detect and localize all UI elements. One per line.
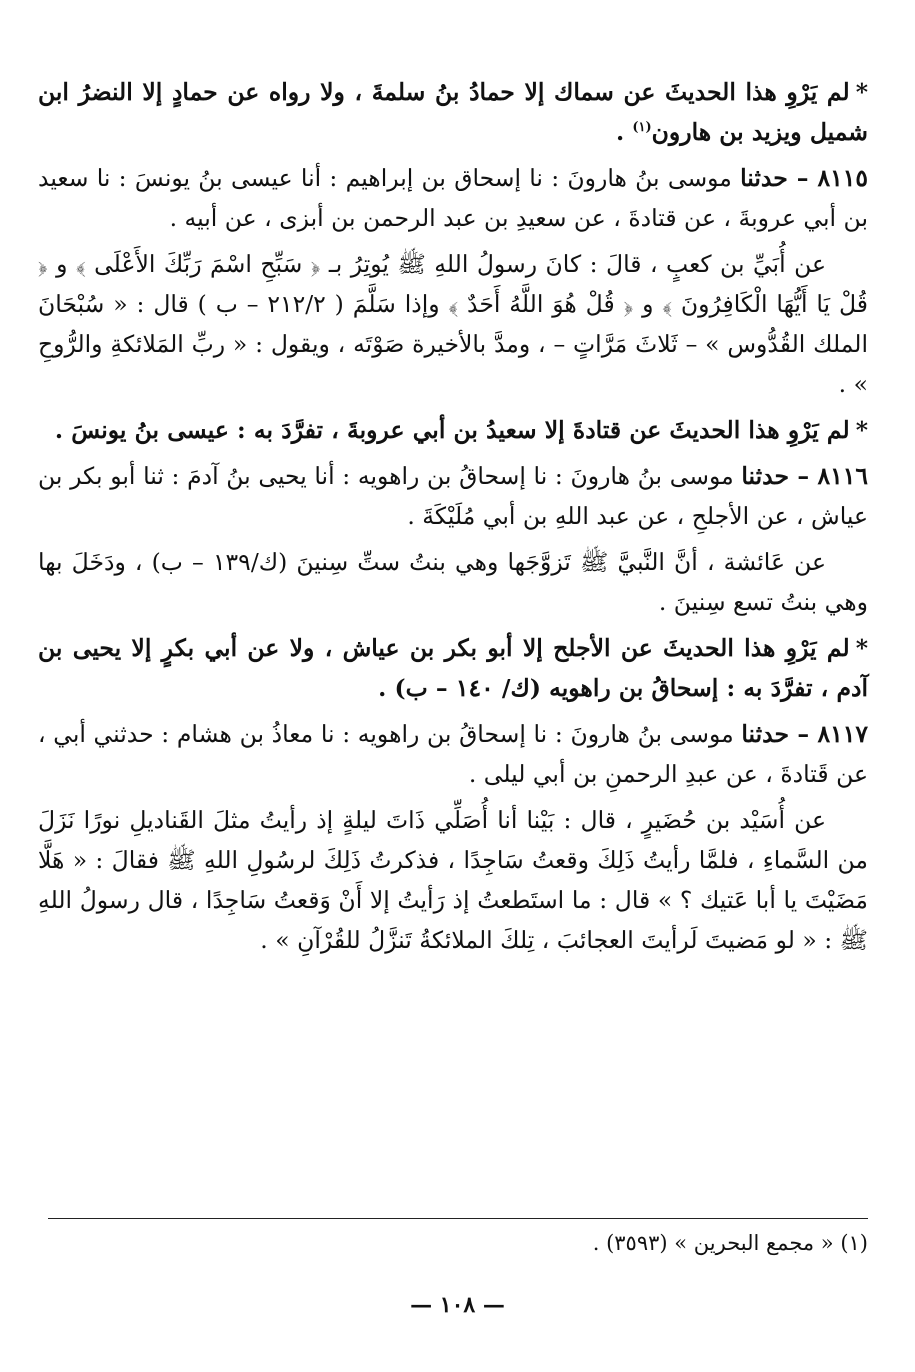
hadith-matn: عن أُسَيْد بن حُضَيرٍ ، قال : بَيْنا أنا أُصَلِّي ذَاتَ ليلةٍ إذ رأيتُ مثلَ القَناديلِ نورًا نَزَلَ من السَّماءِ ، فلمَّا رأيتُ ذَلِكَ وقعتُ سَاجِدًا ، فذكرتُ ذَلِكَ لرسُولِ اللهِ ﷺ فقالَ : « هَلَّا مَضَيْتَ يا أبا عَتيك ؟ » قال : ما استَطعتُ إذ رَأيتُ إلا أَنْ وَقعتُ سَاجِدًا ، قال رسولُ اللهِ ﷺ : « لو مَضيتَ لَرأيتَ العجائبَ ، تِلكَ الملائكةُ تَنزَّلُ للقُرْآنِ » . — [38, 806, 868, 954]
footnote: (١) « مجمع البحرين » (٣٥٩٣) . — [592, 1231, 868, 1255]
note-star: * — [855, 416, 868, 444]
hadith-number: ٨١١٧ — [817, 720, 868, 748]
note-star: * — [855, 634, 868, 662]
hadith-matn: عن عَائشة ، أنَّ النَّبيَّ ﷺ تَزوَّجَها وهي بنتُ ستِّ سِنينَ (ك/١٣٩ – ب) ، ودَخَلَ بها وهي بنتُ تسع سِنينَ . — [38, 548, 868, 616]
hadith-entry — [38, 714, 868, 794]
page-body — [38, 72, 868, 966]
note-text: لم يَرْوِ هذا الحديثَ عن قتادةَ إلا سعيدُ بن أبي عروبةَ ، تفرَّدَ به : عيسى بنُ يونسَ . — [54, 416, 850, 444]
hadith-number: ٨١١٦ — [817, 462, 868, 490]
hadith-dash: – — [789, 462, 818, 490]
footnote-divider — [48, 1218, 868, 1219]
footnote-marker: (١) — [632, 120, 652, 136]
hadith-dash: – — [789, 720, 818, 748]
hadith-lead: حدثنا — [741, 720, 790, 748]
hadith-entry — [38, 456, 868, 536]
hadith-dash: – — [787, 164, 818, 192]
note-star: * — [855, 78, 868, 106]
page-number: — ١٠٨ — — [410, 1292, 505, 1318]
hadith-number: ٨١١٥ — [817, 164, 868, 192]
hadith-entry — [38, 158, 868, 238]
note-text: لم يَرْوِ هذا الحديثَ عن الأجلح إلا أبو بكر بن عياش ، ولا عن أبي بكرٍ إلا يحيى بن آدم ، تفرَّدَ به : إسحاقُ بن راهويه (ك/ ١٤٠ – ب) . — [38, 634, 868, 702]
hadith-isnad: موسى بنُ هارونَ : نا إسحاقُ بن راهويه : نا معاذُ بن هشام : حدثني أبي ، عن قَتادةَ ، عن عبدِ الرحمنِ بن أبي ليلى . — [38, 720, 868, 788]
note-text: لم يَرْوِ هذا الحديثَ عن سماك إلا حمادُ بنُ سلمةَ ، ولا رواه عن حمادٍ إلا النضرُ ابن شميل ويزيد بن هارون — [38, 78, 868, 146]
editor-note — [38, 72, 868, 152]
editor-note — [38, 410, 868, 450]
hadith-matn: عن أُبَيِّ بن كعبٍ ، قالَ : كانَ رسولُ اللهِ ﷺ يُوتِرُ بـ ﴿ سَبِّحِ اسْمَ رَبِّكَ الأَعْلَى ﴾ و ﴿ قُلْ يَا أَيُّهَا الْكَافِرُونَ ﴾ و ﴿ قُلْ هُوَ اللَّهُ أَحَدٌ ﴾ وإذا سَلَّمَ ( ٢١٢/٢ – ب ) قال : « سُبْحَانَ الملك القُدُّوس » – ثَلاثَ مَرَّاتٍ – ، ومدَّ بالأخيرة صَوْتَه ، ويقول : « ربِّ المَلائكةِ والرُّوحِ » . — [38, 250, 868, 398]
hadith-lead: حدثنا — [740, 164, 788, 192]
hadith-lead: حدثنا — [741, 462, 790, 490]
editor-note — [38, 628, 868, 708]
hadith-isnad: موسى بنُ هارونَ : نا إسحاقُ بن راهويه : أنا يحيى بنُ آدمَ : ثنا أبو بكر بن عياش ، عن الأجلحِ ، عن عبد اللهِ بن أبي مُلَيْكَةَ . — [38, 462, 868, 530]
note-tail: . — [615, 118, 633, 146]
hadith-isnad: موسى بنُ هارونَ : نا إسحاق بن إبراهيم : أنا عيسى بنُ يونسَ : نا سعيد بن أبي عروبةَ ، عن قتادةَ ، عن سعيدِ بن عبد الرحمن بن أبزى ، عن أبيه . — [38, 164, 868, 232]
